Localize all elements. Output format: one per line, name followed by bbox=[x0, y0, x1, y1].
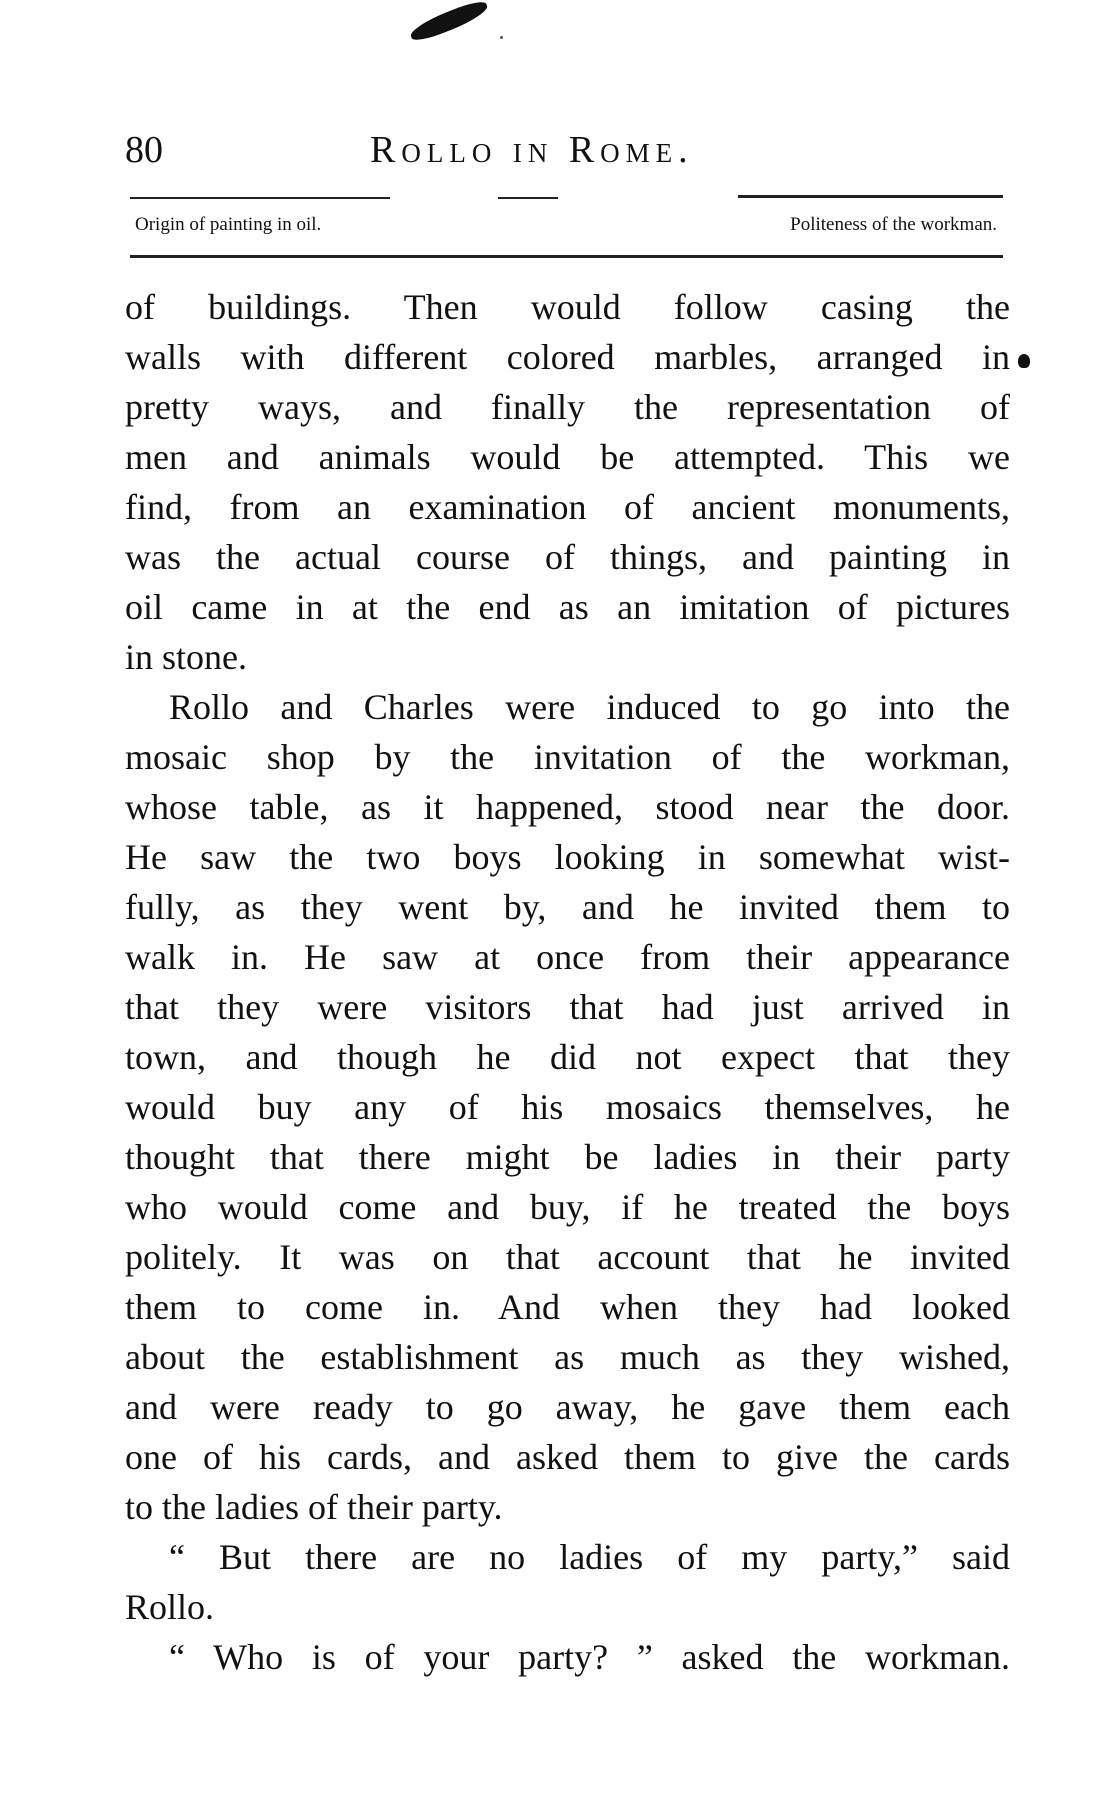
subhead-right: Politeness of the workman. bbox=[790, 214, 997, 235]
text-line: He saw the two boys looking in somewhat wist- bbox=[125, 837, 1010, 877]
text-line: them to come in. And when they had looked bbox=[125, 1287, 1010, 1327]
text-line: walls with different colored marbles, arranged in bbox=[125, 337, 1010, 377]
text-line: about the establishment as much as they wished, bbox=[125, 1337, 1010, 1377]
text-line: of buildings. Then would follow casing the bbox=[125, 287, 1010, 327]
margin-mark bbox=[1018, 354, 1030, 368]
text-line: mosaic shop by the invitation of the workman, bbox=[125, 737, 1010, 777]
text-line: in stone. bbox=[125, 637, 247, 677]
text-line: to the ladies of their party. bbox=[125, 1487, 503, 1527]
text-line: fully, as they went by, and he invited them to bbox=[125, 887, 1010, 927]
running-head bbox=[125, 128, 1005, 174]
subhead-rule bbox=[130, 255, 1003, 258]
ink-blot bbox=[408, 0, 491, 45]
book-title: Rollo in Rome. bbox=[370, 129, 694, 171]
text-line: would buy any of his mosaics themselves, he bbox=[125, 1087, 1010, 1127]
header-rule-left bbox=[130, 197, 390, 199]
text-line: Rollo. bbox=[125, 1587, 215, 1627]
text-line: whose table, as it happened, stood near the door. bbox=[125, 787, 1010, 827]
page-number: 80 bbox=[125, 129, 163, 171]
text-line: politely. It was on that account that he invited bbox=[125, 1237, 1010, 1277]
text-line: was the actual course of things, and painting in bbox=[125, 537, 1010, 577]
text-line: men and animals would be attempted. This we bbox=[125, 437, 1010, 477]
text-line: pretty ways, and finally the representation of bbox=[125, 387, 1010, 427]
text-line: “ Who is of your party? ” asked the workman. bbox=[169, 1637, 1010, 1677]
text-line: one of his cards, and asked them to give the cards bbox=[125, 1437, 1010, 1477]
text-line: that they were visitors that had just arrived in bbox=[125, 987, 1010, 1027]
header-rule-middle bbox=[498, 197, 558, 199]
subhead-left: Origin of painting in oil. bbox=[135, 214, 322, 235]
header-rule-right bbox=[738, 195, 1003, 198]
text-line: find, from an examination of ancient monuments, bbox=[125, 487, 1010, 527]
section-subheads bbox=[135, 214, 997, 244]
text-line: Rollo and Charles were induced to go into the bbox=[169, 687, 1010, 727]
text-line: “ But there are no ladies of my party,” said bbox=[169, 1537, 1010, 1577]
text-line: oil came in at the end as an imitation of pictures bbox=[125, 587, 1010, 627]
body-text bbox=[125, 282, 1010, 1682]
ink-speck bbox=[500, 36, 503, 39]
text-line: town, and though he did not expect that they bbox=[125, 1037, 1010, 1077]
text-line: thought that there might be ladies in their party bbox=[125, 1137, 1010, 1177]
text-line: and were ready to go away, he gave them each bbox=[125, 1387, 1010, 1427]
text-line: who would come and buy, if he treated the boys bbox=[125, 1187, 1010, 1227]
text-line: walk in. He saw at once from their appearance bbox=[125, 937, 1010, 977]
